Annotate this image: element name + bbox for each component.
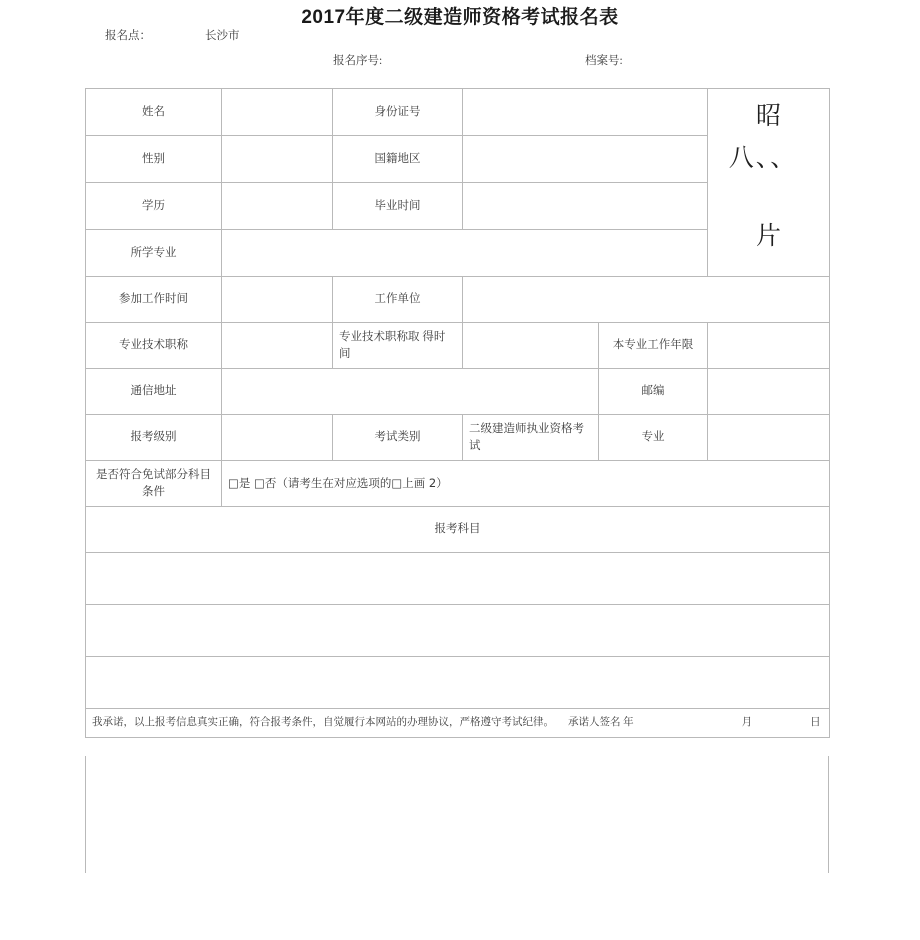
label-specialty: 专业 — [599, 415, 708, 461]
value-nationality-region[interactable] — [463, 136, 708, 183]
label-professional-title: 专业技术职称 — [86, 323, 222, 369]
label-exemption-condition: 是否符合免试部分科目条件 — [86, 461, 222, 507]
commitment-row — [86, 709, 830, 738]
label-title-obtained-time: 专业技术职称取 得时间 — [333, 323, 463, 369]
exam-subject-blank-row-1[interactable] — [86, 553, 830, 605]
exam-subject-blank-row-2[interactable] — [86, 605, 830, 657]
archive-number-label: 档案号: — [585, 55, 623, 67]
table-row — [86, 89, 830, 136]
value-name[interactable] — [222, 89, 333, 136]
label-exam-category: 考试类别 — [333, 415, 463, 461]
header-row-registration-site — [0, 27, 920, 43]
table-row — [86, 657, 830, 709]
label-education: 学历 — [86, 183, 222, 230]
photo-box[interactable] — [708, 89, 830, 277]
photo-glyph-1: 昭 — [756, 102, 782, 130]
label-graduation-time: 毕业时间 — [333, 183, 463, 230]
label-work-unit: 工作单位 — [333, 277, 463, 323]
table-row — [86, 605, 830, 657]
table-row — [86, 369, 830, 415]
table-row — [86, 461, 830, 507]
value-work-unit[interactable] — [463, 277, 830, 323]
label-major-studied: 所学专业 — [86, 230, 222, 277]
value-id-number[interactable] — [463, 89, 708, 136]
label-work-start-time: 参加工作时间 — [86, 277, 222, 323]
commitment-text: 我承诺，以上报考信息真实正确，符合报考条件，自觉履行本网站的办理协议，严格遵守考试纪律。 — [92, 717, 554, 729]
value-major-studied[interactable] — [222, 230, 708, 277]
value-work-start-time[interactable] — [222, 277, 333, 323]
table-row — [86, 553, 830, 605]
value-specialty[interactable] — [708, 415, 830, 461]
label-nationality-region: 国籍地区 — [333, 136, 463, 183]
table-row — [86, 709, 830, 738]
photo-glyph-2: 八、、 — [728, 144, 798, 172]
value-professional-title[interactable] — [222, 323, 333, 369]
label-exam-subjects: 报考科目 — [86, 507, 830, 553]
value-application-level[interactable] — [222, 415, 333, 461]
table-row — [86, 415, 830, 461]
table-row — [86, 277, 830, 323]
value-title-obtained-time[interactable] — [463, 323, 599, 369]
registration-form-table — [85, 88, 830, 738]
registration-site-label: 报名点： — [105, 30, 151, 42]
label-id-number: 身份证号 — [333, 89, 463, 136]
commitment-signature-label[interactable]: 承诺人签名 年 — [568, 717, 634, 729]
table-row — [86, 507, 830, 553]
commitment-month-label[interactable]: 月 — [741, 717, 753, 729]
registration-serial-label: 报名序号: — [333, 55, 383, 67]
signature-open-area[interactable] — [85, 756, 829, 873]
label-postal-code: 邮编 — [599, 369, 708, 415]
value-postal-code[interactable] — [708, 369, 830, 415]
label-gender: 性别 — [86, 136, 222, 183]
registration-site-value: 长沙市 — [205, 30, 240, 42]
exemption-options[interactable]: □是 □否（请考生在对应选项的□上画 2） — [222, 461, 830, 507]
value-years-in-profession[interactable] — [708, 323, 830, 369]
label-years-in-profession: 本专业工作年限 — [599, 323, 708, 369]
exam-subject-blank-row-3[interactable] — [86, 657, 830, 709]
commitment-day-label[interactable]: 日 — [810, 717, 821, 729]
label-mailing-address: 通信地址 — [86, 369, 222, 415]
label-name: 姓名 — [86, 89, 222, 136]
value-graduation-time[interactable] — [463, 183, 708, 230]
value-mailing-address[interactable] — [222, 369, 599, 415]
value-education[interactable] — [222, 183, 333, 230]
table-row — [86, 323, 830, 369]
value-exam-category: 二级建造师执业资格考试 — [463, 415, 599, 461]
header-row-serial-archive — [0, 52, 920, 68]
value-gender[interactable] — [222, 136, 333, 183]
page-title: 2017年度二级建造师资格考试报名表 — [301, 7, 619, 28]
photo-glyph-3: 片 — [756, 222, 782, 250]
label-application-level: 报考级别 — [86, 415, 222, 461]
